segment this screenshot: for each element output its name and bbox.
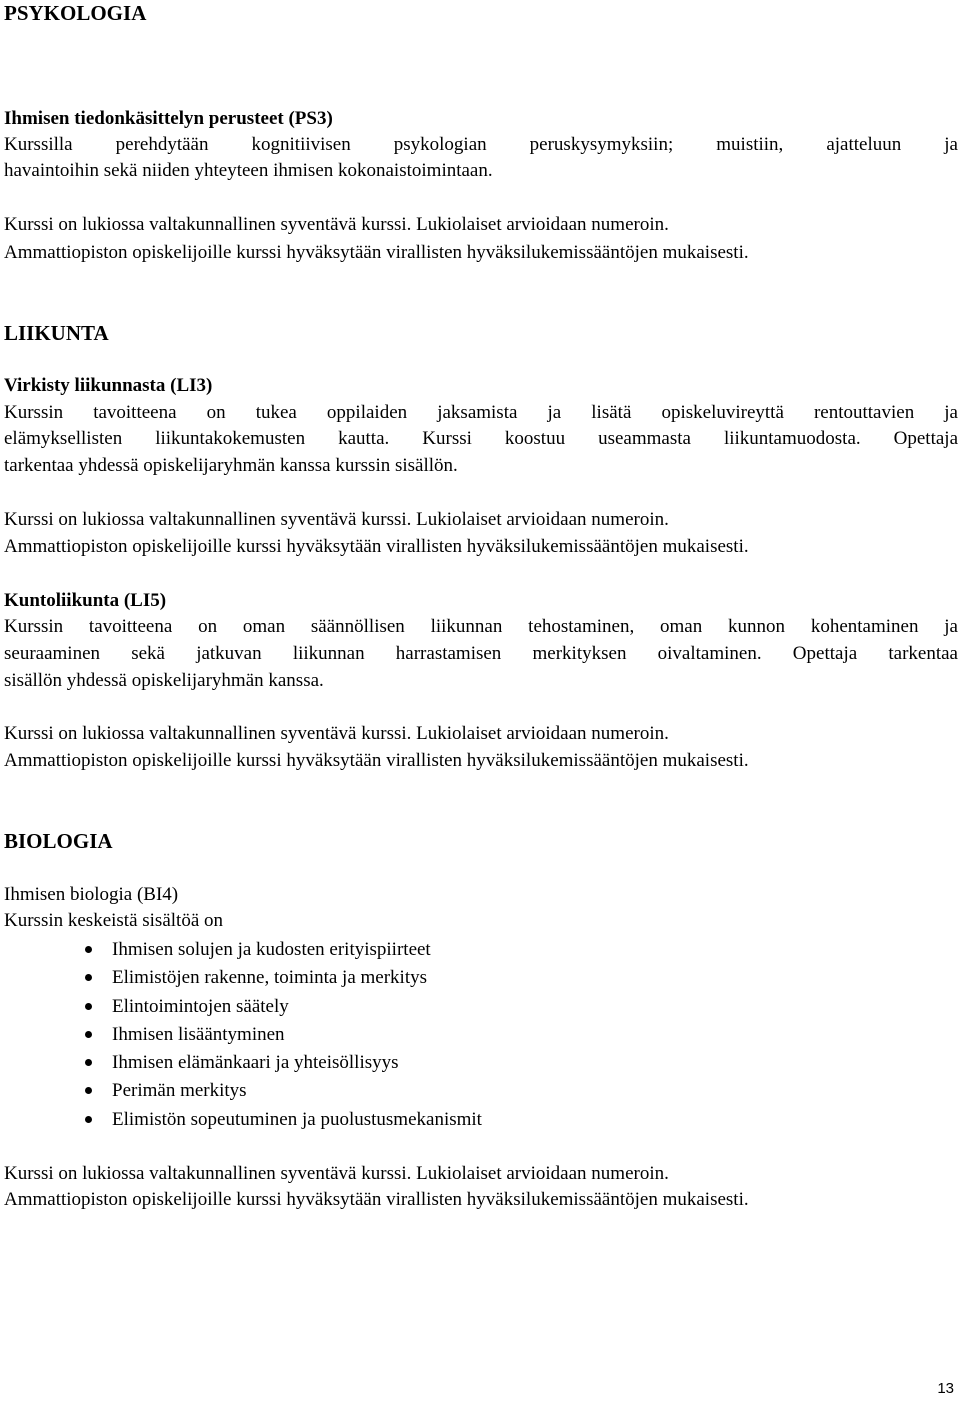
section-heading-liikunta: LIIKUNTA [4,321,109,345]
course-note-line: Ammattiopiston opiskelijoille kurssi hyväksytään virallisten hyväksilukemissääntöjen mukaisesti. [4,242,749,263]
course-intro: Kurssin keskeistä sisältöä on [4,910,224,931]
list-item [4,1078,482,1106]
bullet-icon [85,1031,92,1038]
course-note-line: Kurssi on lukiossa valtakunnallinen syventävä kurssi. Lukiolaiset arvioidaan numeroin. [4,509,669,530]
list-item-text: Elintoimintojen säätely [112,995,289,1017]
bullet-icon [85,946,92,953]
section-heading-biologia: BIOLOGIA [4,829,113,853]
course-note-line: Kurssi on lukiossa valtakunnallinen syventävä kurssi. Lukiolaiset arvioidaan numeroin. [4,214,669,235]
course-description-line: sisällön yhdessä opiskelijaryhmän kanssa. [4,670,324,691]
course-title-ps3: Ihmisen tiedonkäsittelyn perusteet (PS3) [4,108,333,129]
course-content-list [4,937,482,1135]
list-item-text: Perimän merkitys [112,1080,247,1102]
course-title-li3: Virkisty liikunnasta (LI3) [4,375,213,396]
course-note-line: Kurssi on lukiossa valtakunnallinen syventävä kurssi. Lukiolaiset arvioidaan numeroin. [4,723,669,744]
bullet-icon [85,1059,92,1066]
list-item [4,1050,482,1078]
list-item [4,1107,482,1135]
course-note-line: Ammattiopiston opiskelijoille kurssi hyväksytään virallisten hyväksilukemissääntöjen mukaisesti. [4,750,749,771]
page-number: 13 [937,1380,954,1397]
list-item [4,1022,482,1050]
course-note-line: Kurssi on lukiossa valtakunnallinen syventävä kurssi. Lukiolaiset arvioidaan numeroin. [4,1163,669,1184]
list-item-text: Ihmisen elämänkaari ja yhteisöllisyys [112,1052,399,1074]
course-note-line: Ammattiopiston opiskelijoille kurssi hyväksytään virallisten hyväksilukemissääntöjen mukaisesti. [4,536,749,557]
list-item-text: Ihmisen solujen ja kudosten erityispiirteet [112,939,431,960]
list-item-text: Ihmisen lisääntyminen [112,1023,285,1045]
course-note-line: Ammattiopiston opiskelijoille kurssi hyväksytään virallisten hyväksilukemissääntöjen mukaisesti. [4,1189,749,1210]
bullet-icon [85,1087,92,1094]
bullet-icon [85,1116,92,1123]
course-title-bi4: Ihmisen biologia (BI4) [4,884,179,905]
course-description-line: Kurssin tavoitteena on oman säännöllisen liikunnan tehostaminen, oman kunnon kohentaminen ja [4,616,958,637]
list-item [4,965,482,993]
course-description-line: tarkentaa yhdessä opiskelijaryhmän kanssa kurssin sisällön. [4,455,458,476]
course-description-line: Kurssilla perehdytään kognitiivisen psykologian peruskysymyksiin; muistiin, ajatteluun ja [4,134,958,155]
course-description-line: elämyksellisten liikuntakokemusten kautta. Kurssi koostuu useammasta liikuntamuodosta. Opettaja [4,428,958,449]
course-title-li5: Kuntoliikunta (LI5) [4,590,167,611]
list-item [4,937,482,965]
bullet-icon [85,1003,92,1010]
course-description-line: seuraaminen sekä jatkuvan liikunnan harrastamisen merkityksen oivaltaminen. Opettaja tarkentaa [4,643,958,664]
section-heading-psykologia: PSYKOLOGIA [4,1,147,25]
bullet-icon [85,974,92,981]
course-description-line: Kurssin tavoitteena on tukea oppilaiden jaksamista ja lisätä opiskeluvireyttä rentouttavien ja [4,402,958,423]
list-item-text: Elimistön sopeutuminen ja puolustusmekanismit [112,1108,482,1130]
course-description-line: havaintoihin sekä niiden yhteyteen ihmisen kokonaistoimintaan. [4,160,493,181]
list-item [4,994,482,1022]
list-item-text: Elimistöjen rakenne, toiminta ja merkitys [112,967,428,989]
